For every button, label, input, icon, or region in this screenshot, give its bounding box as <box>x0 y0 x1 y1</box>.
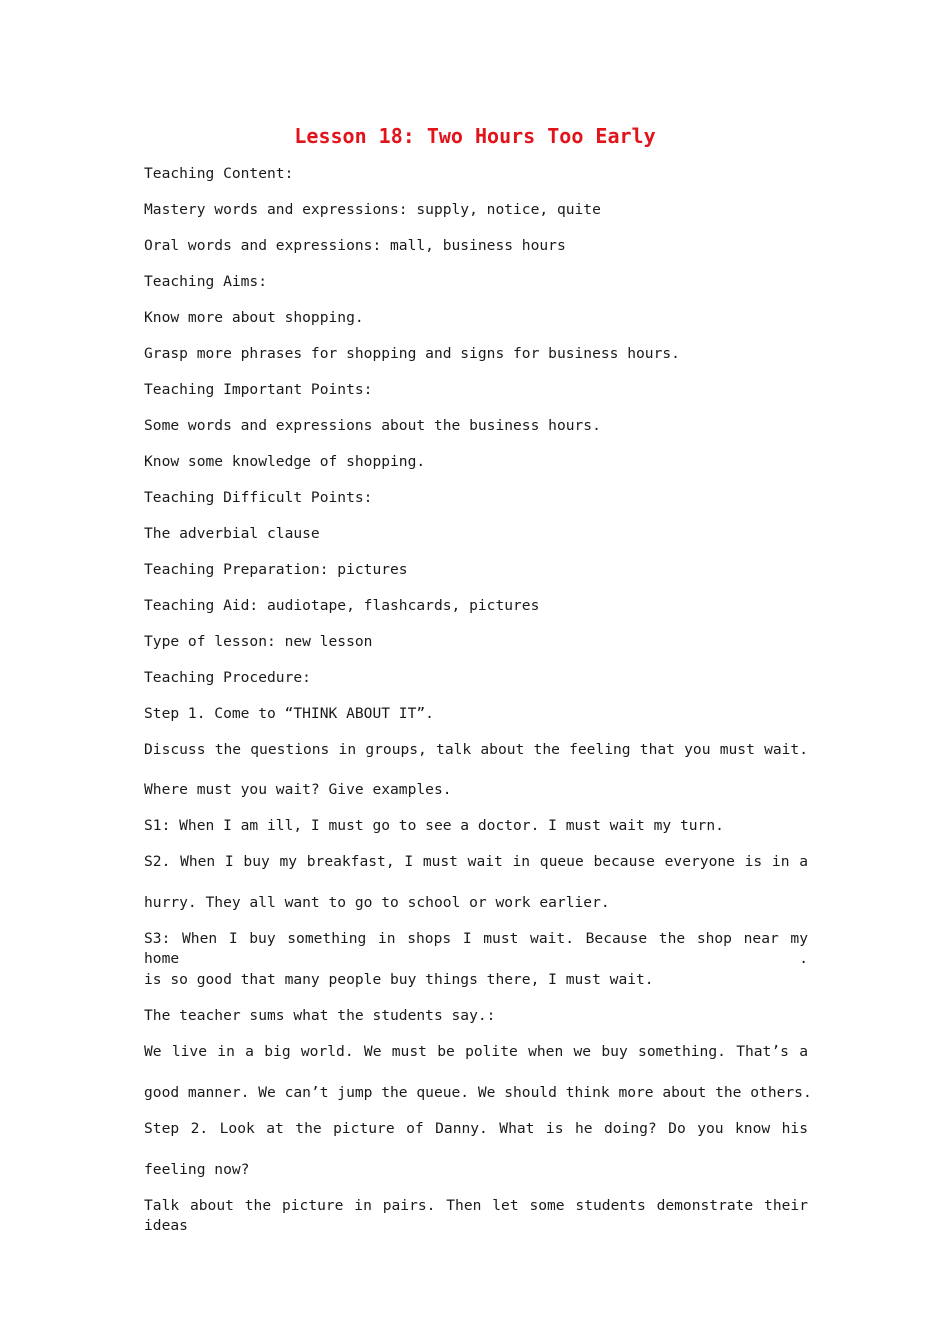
text-line: The teacher sums what the students say.: <box>144 1007 496 1024</box>
text-line: Mastery words and expressions: supply, notice, quite <box>144 201 601 218</box>
text-line: hurry. They all want to go to school or work earlier. <box>144 894 610 911</box>
text-line: Where must you wait? Give examples. <box>144 781 452 798</box>
text-line: Know some knowledge of shopping. <box>144 453 426 470</box>
text-line: Teaching Aid: audiotape, flashcards, pictures <box>144 597 540 614</box>
text-line: Some words and expressions about the business hours. <box>144 417 601 434</box>
text-line: Know more about shopping. <box>144 309 364 326</box>
text-line: Teaching Preparation: pictures <box>144 561 408 578</box>
text-line: S2. When I buy my breakfast, I must wait in queue because everyone is in a <box>144 853 808 870</box>
text-line: The adverbial clause <box>144 525 320 542</box>
text-line: Teaching Procedure: <box>144 669 311 686</box>
text-line: Step 2. Look at the picture of Danny. What is he doing? Do you know his <box>144 1120 808 1137</box>
text-line: S3: When I buy something in shops I must wait. Because the shop near my home . <box>144 930 808 967</box>
text-line: S1: When I am ill, I must go to see a doctor. I must wait my turn. <box>144 817 724 834</box>
text-line: Discuss the questions in groups, talk about the feeling that you must wait. <box>144 741 808 758</box>
text-line: feeling now? <box>144 1161 250 1178</box>
document-title: Lesson 18: Two Hours Too Early <box>294 124 656 148</box>
text-line: Step 1. Come to “THINK ABOUT IT”. <box>144 705 434 722</box>
text-line: Grasp more phrases for shopping and signs for business hours. <box>144 345 680 362</box>
text-line: Oral words and expressions: mall, business hours <box>144 237 566 254</box>
text-line: is so good that many people buy things there, I must wait. <box>144 971 654 988</box>
text-line: Teaching Content: <box>144 165 294 182</box>
text-line: Teaching Aims: <box>144 273 268 290</box>
text-line: We live in a big world. We must be polite when we buy something. That’s a <box>144 1043 808 1060</box>
text-line: Teaching Difficult Points: <box>144 489 373 506</box>
text-line: Teaching Important Points: <box>144 381 373 398</box>
text-line: Talk about the picture in pairs. Then let some students demonstrate their ideas <box>144 1197 808 1234</box>
text-line: Type of lesson: new lesson <box>144 633 373 650</box>
text-line: good manner. We can’t jump the queue. We should think more about the others. <box>144 1084 812 1101</box>
